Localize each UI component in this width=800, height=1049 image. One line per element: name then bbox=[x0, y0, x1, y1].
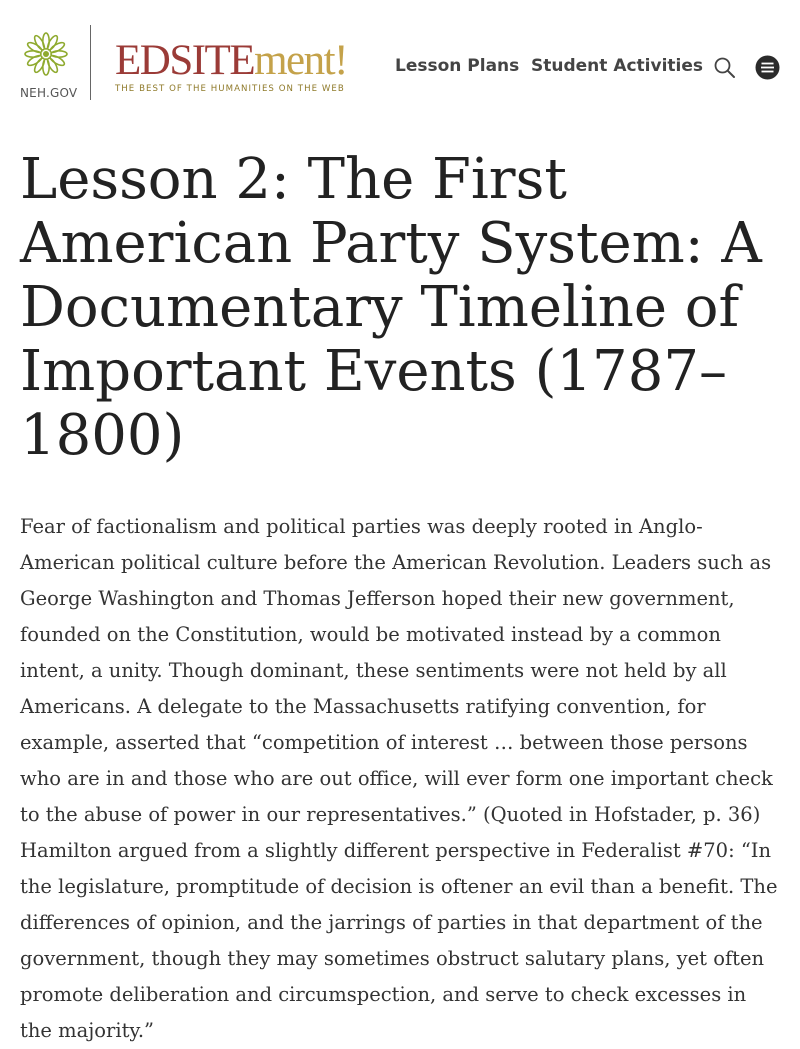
edsitement-wordmark bbox=[115, 38, 347, 84]
nav-lesson-plans[interactable]: Lesson Plans bbox=[395, 56, 520, 76]
menu-icon bbox=[755, 55, 780, 80]
intro-paragraph: Fear of factionalism and political parties was deeply rooted in Anglo-American political culture before the American Revolution. Leaders such as George Washington and Thomas Jefferson hoped their new government, founded on the Constitution, would be motivated instead by a common intent, a unity. Though dominant, these sentiments were not held by all Americans. A delegate to the Massachusetts ratifying convention, for example, asserted that “competition of interest … between those persons who are in and those who are out office, will ever form one important check to the abuse of power in our representatives.” (Quoted in Hofstader, p. 36) Hamilton argued from a slightly different perspective in Federalist #70: “In the legislature, promptitude of decision is oftener an evil than a benefit. The differences of opinion, and the jarrings of parties in that department of the government, though they may sometimes obstruct salutary plans, yet often promote deliberation and circumspection, and serve to check excesses in the majority.” bbox=[20, 515, 778, 1042]
edsitement-tagline: THE BEST OF THE HUMANITIES ON THE WEB bbox=[115, 84, 345, 94]
header-divider bbox=[90, 25, 91, 100]
neh-home-link[interactable] bbox=[20, 32, 78, 102]
menu-button[interactable] bbox=[755, 55, 780, 80]
search-button[interactable] bbox=[713, 56, 737, 80]
wordmark-ment: ment! bbox=[254, 37, 347, 84]
neh-gov-label: NEH.GOV bbox=[20, 86, 78, 100]
edsitement-logo-link[interactable] bbox=[115, 38, 347, 94]
nav-student-activities[interactable]: Student Activities bbox=[531, 56, 704, 76]
site-header bbox=[0, 0, 800, 120]
search-icon bbox=[713, 56, 737, 80]
neh-logo-icon bbox=[24, 32, 68, 76]
page-title: Lesson 2: The First American Party System: A Documentary Timeline of Important Events (1787–1800) bbox=[20, 147, 762, 468]
wordmark-edsite: EDSITE bbox=[115, 37, 255, 84]
